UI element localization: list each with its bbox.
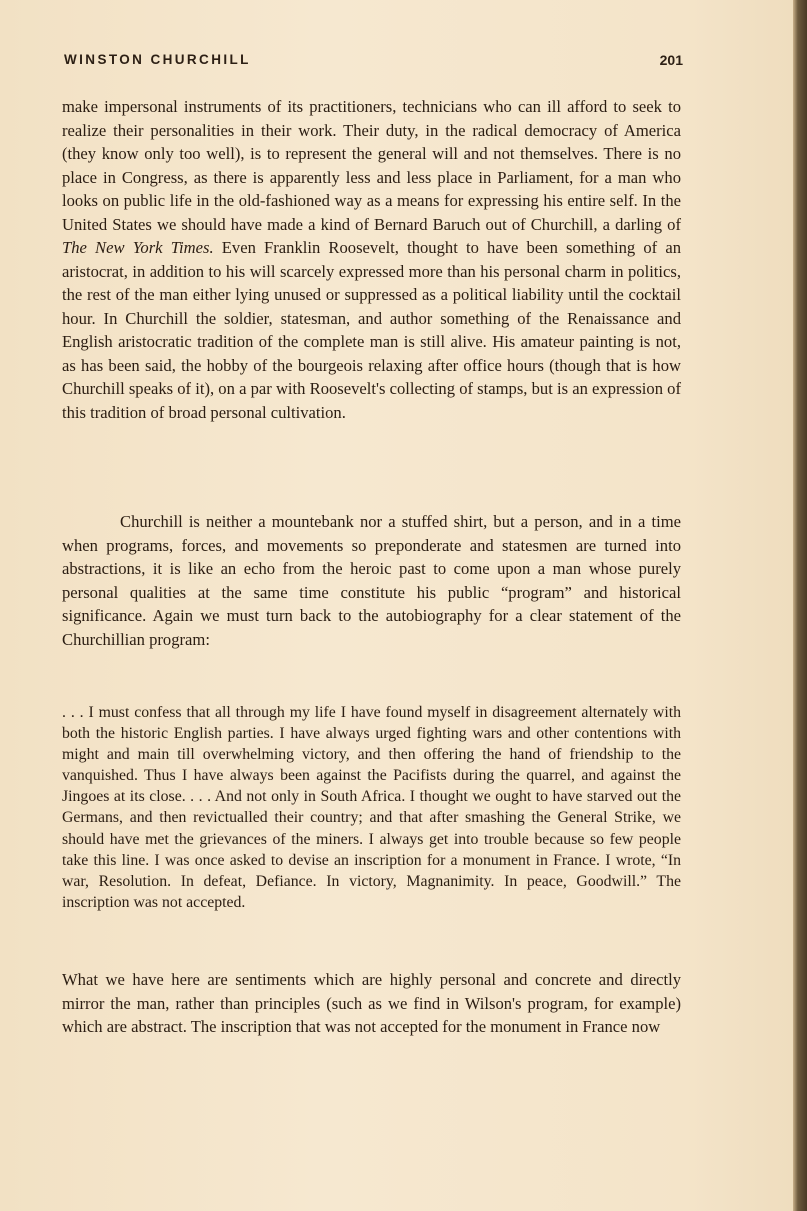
running-head: WINSTON CHURCHILL — [64, 52, 251, 67]
paragraph-1 — [62, 95, 681, 424]
paragraph-2: Churchill is neither a mountebank nor a stuffed shirt, but a person, and in a time when programs, forces, and movements so preponderate and statesmen are turned into abstractions, it is like an echo from the heroic past to come upon a man whose purely personal qualities at the same time constitute his public “program” and historical significance. Again we must turn back to the autobiography for a clear statement of the Churchillian program: — [62, 512, 681, 649]
body-section-3 — [62, 968, 681, 1039]
page-header — [64, 50, 683, 74]
block-quote — [62, 702, 681, 913]
body-section-2 — [62, 510, 681, 651]
book-spine-edge — [793, 0, 807, 1211]
quotation-text: . . . I must confess that all through my life I have found myself in disagreement alternately with both the historic English parties. I have always urged fighting wars and other contentions with might and main till overwhelming victory, and then offering the hand of friendship to the vanquished. Thus I have always been against the Pacifists during the quarrel, and against the Jingoes at its close. . . . And not only in South Africa. I thought we ought to have starved out the Germans, and then revictualled their country; and that after smashing the General Strike, we should have met the grievances of the miners. I always get into trouble because so few people take this line. I was once asked to devise an inscription for a monument in France. I wrote, “In war, Resolution. In defeat, Defiance. In victory, Magnanimity. In peace, Goodwill.” The inscription was not accepted. — [62, 704, 681, 911]
paragraph-1-text: make impersonal instruments of its practitioners, technicians who can ill afford to seek to realize their personalities in their work. Their duty, in the radical democracy of America (they know only too well), is to represent the general will and not themselves. There is no place in Congress, as there is apparently less and less place in Parliament, for a man who looks on public life in the old-fashioned way as a means for expressing his entire self. In the United States we should have made a kind of Bernard Baruch out of Churchill, a darling of — [62, 97, 681, 234]
paragraph-1-italic-title: The New York Times. — [62, 238, 214, 257]
paragraph-3: What we have here are sentiments which are highly personal and concrete and directly mirror the man, rather than principles (such as we find in Wilson's program, for example) which are abstract. The inscription that was not accepted for the monument in France now — [62, 970, 681, 1036]
page-number: 201 — [659, 52, 683, 68]
paragraph-1-continuation: Even Franklin Roosevelt, thought to have been something of an aristocrat, in addition to his will scarcely expressed more than his personal charm in politics, the rest of the man either lying unused or suppressed as a political liability until the cocktail hour. In Churchill the soldier, statesman, and author something of the Renaissance and English aristocratic tradition of the complete man is still alive. His amateur painting is not, as has been said, the hobby of the bourgeois relaxing after office hours (though that is how Churchill speaks of it), on a par with Roosevelt's collecting of stamps, but is an expression of this tradition of broad personal cultivation. — [62, 238, 681, 422]
body-section-1 — [62, 95, 681, 424]
